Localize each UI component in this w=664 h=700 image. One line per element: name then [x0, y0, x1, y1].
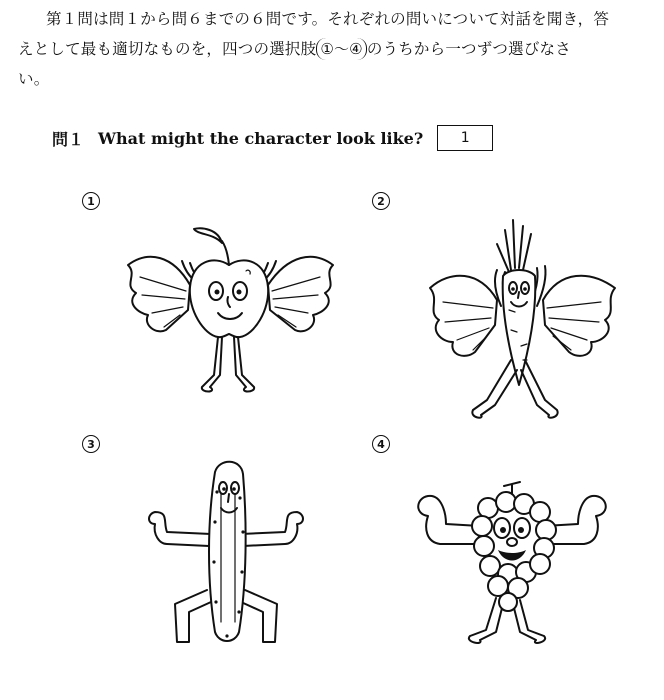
instructions-line-3: い。 [18, 70, 50, 88]
option-3-marker[interactable]: 3 [82, 435, 100, 453]
option-4-marker[interactable]: 4 [372, 435, 390, 453]
answer-box[interactable] [437, 125, 493, 151]
option-1-marker[interactable]: 1 [82, 192, 100, 210]
cucumber-icon[interactable] [145, 452, 315, 652]
option-2-marker[interactable]: 2 [372, 192, 390, 210]
instructions-line-2: えとして最も適切なものを，四つの選択肢 ①～④ のうちから一つずつ選びなさ [18, 40, 571, 58]
question-label: 問１ [52, 129, 85, 149]
winged-carrot-icon[interactable] [425, 210, 620, 425]
question-text: What might the character look like? [98, 128, 424, 148]
question-1 [52, 124, 493, 152]
instructions-line-1: 第１問は問１から問６までの６問です。それぞれの問いについて対話を聞き，答 [46, 10, 610, 28]
grape-icon[interactable] [408, 470, 613, 645]
choice-range: ①～④ [316, 38, 367, 60]
instructions [18, 4, 648, 94]
winged-apple-icon[interactable] [118, 225, 343, 400]
answer-number: 1 [460, 130, 470, 146]
